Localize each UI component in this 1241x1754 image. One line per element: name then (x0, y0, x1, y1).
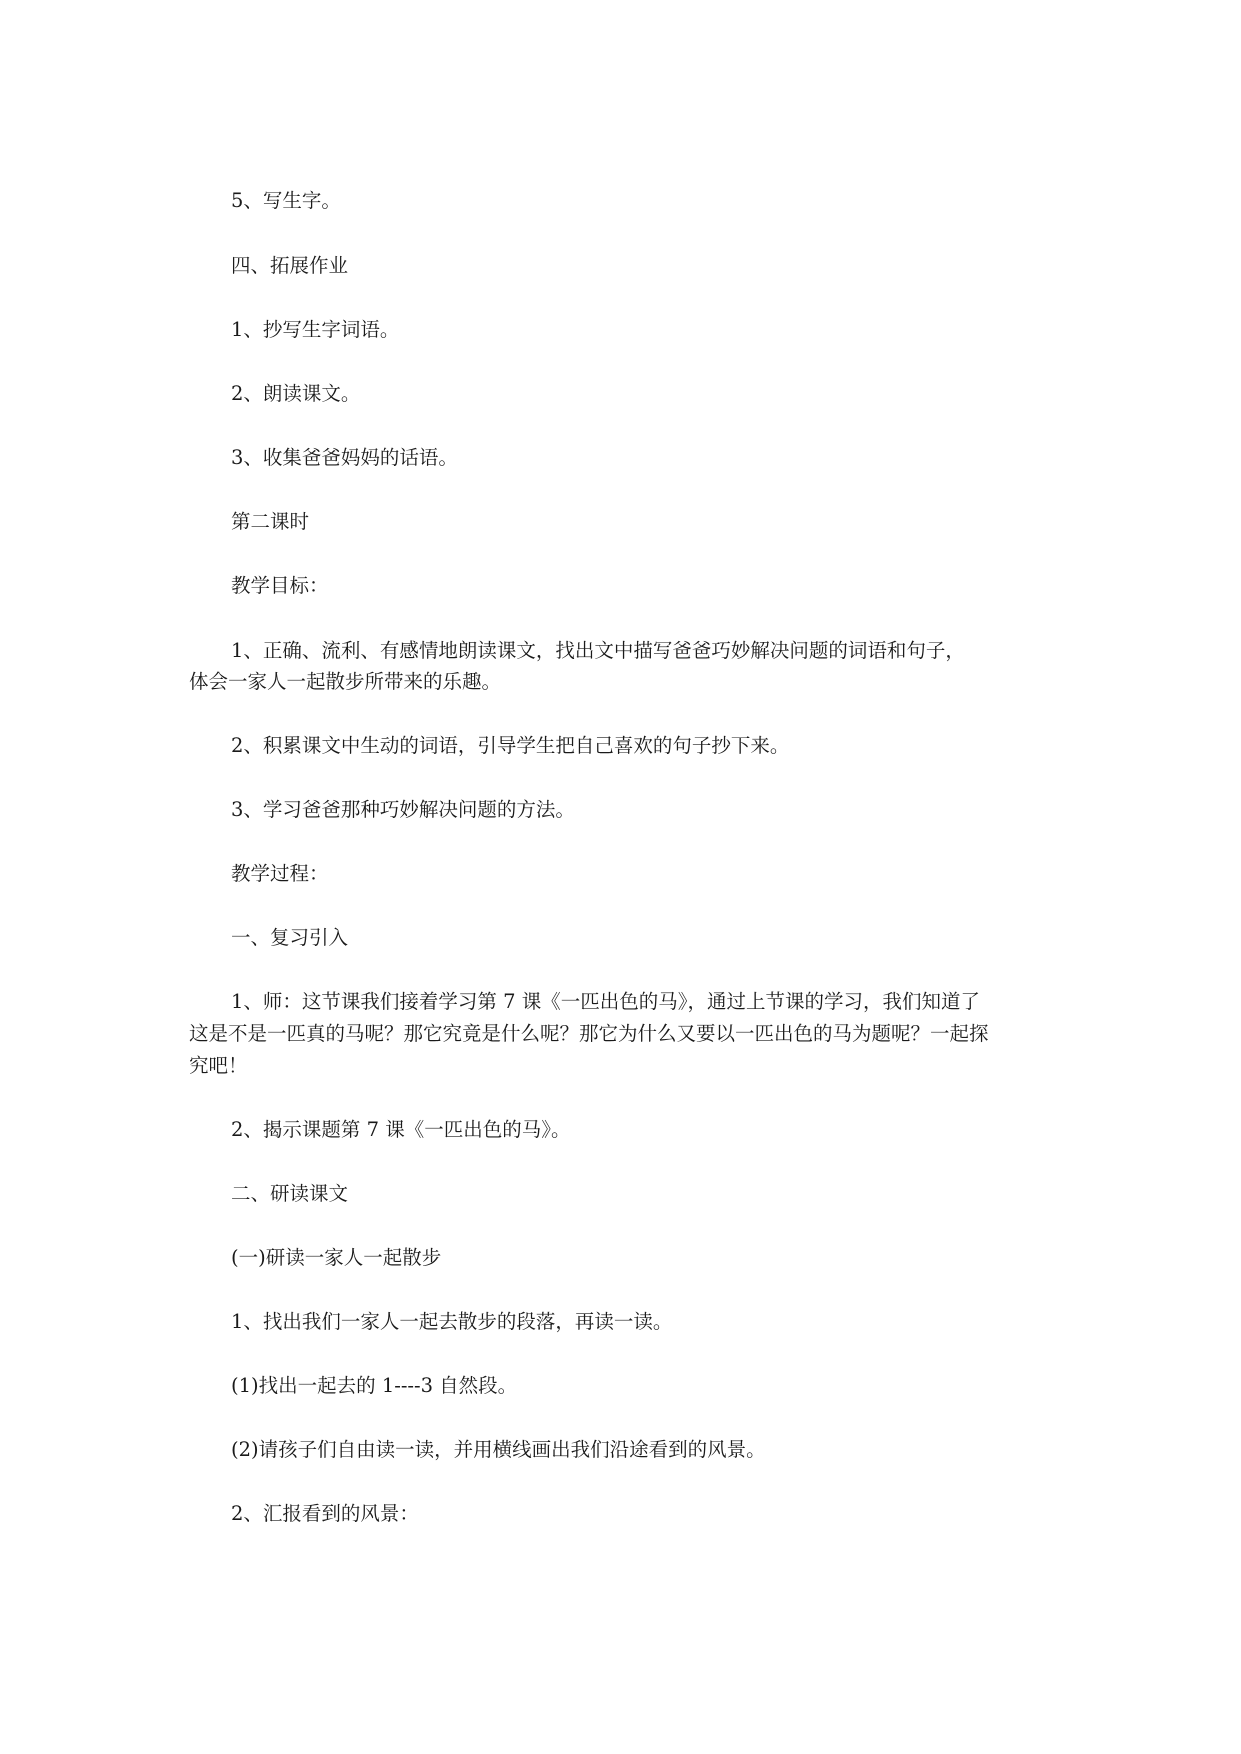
section-heading: 第二课时 (231, 510, 310, 533)
paragraph-line: (2)请孩子们自由读一读，并用横线画出我们沿途看到的风景。 (231, 1438, 766, 1461)
paragraph-line: 2、揭示课题第 7 课《一匹出色的马》。 (231, 1118, 571, 1141)
paragraph-line: 2、汇报看到的风景： (231, 1502, 419, 1525)
paragraph-line: 2、积累课文中生动的词语，引导学生把自己喜欢的句子抄下来。 (231, 734, 790, 757)
paragraph-line: 1、抄写生字词语。 (231, 318, 400, 341)
paragraph-line: 3、学习爸爸那种巧妙解决问题的方法。 (231, 798, 575, 821)
paragraph-line: 1、找出我们一家人一起去散步的段落，再读一读。 (231, 1310, 673, 1333)
paragraph-continuation: 究吧！ (189, 1054, 248, 1077)
paragraph-line: (1)找出一起去的 1----3 自然段。 (231, 1374, 518, 1397)
paragraph-line: 3、收集爸爸妈妈的话语。 (231, 446, 458, 469)
section-heading: 二、研读课文 (231, 1182, 349, 1205)
paragraph-line: 2、朗读课文。 (231, 382, 361, 405)
section-heading: 一、复习引入 (231, 926, 349, 949)
paragraph-line: 1、正确、流利、有感情地朗读课文，找出文中描写爸爸巧妙解决问题的词语和句子， (231, 639, 965, 662)
section-heading: 四、拓展作业 (231, 254, 349, 277)
paragraph-line: 5、写生字。 (231, 189, 341, 212)
paragraph-line: 1、师：这节课我们接着学习第 7 课《一匹出色的马》，通过上节课的学习，我们知道了 (231, 990, 980, 1013)
section-heading: 教学目标： (231, 574, 329, 597)
subsection-heading: (一)研读一家人一起散步 (231, 1246, 442, 1269)
section-heading: 教学过程： (231, 862, 329, 885)
paragraph-continuation: 这是不是一匹真的马呢？那它究竟是什么呢？那它为什么又要以一匹出色的马为题呢？一起探 (189, 1022, 989, 1045)
paragraph-continuation: 体会一家人一起散步所带来的乐趣。 (189, 670, 502, 693)
